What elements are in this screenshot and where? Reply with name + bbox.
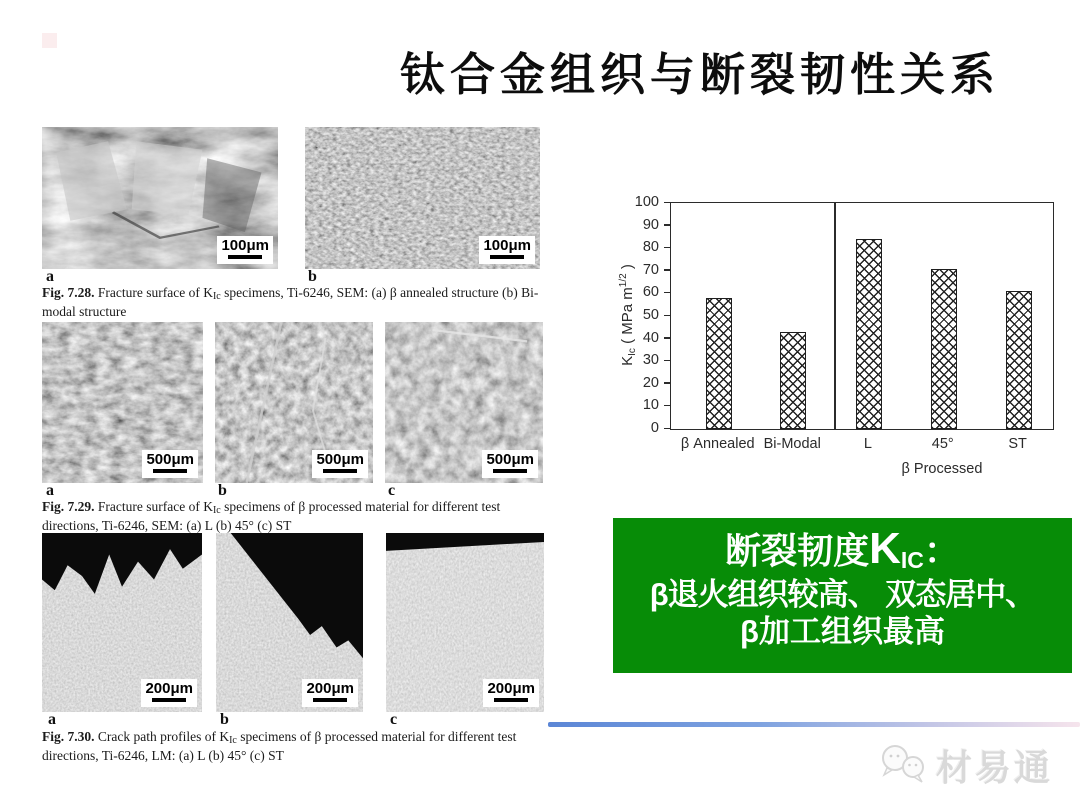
micrograph-7-29b <box>215 322 373 483</box>
chart-group-label-row <box>670 461 1052 481</box>
bar-4 <box>1006 291 1032 429</box>
y-tick-label: 100 <box>634 194 659 210</box>
y-tick-label: 0 <box>650 420 659 436</box>
bar-3 <box>931 269 957 429</box>
micrograph-7-30a <box>42 533 202 712</box>
panel-label: a <box>46 268 54 285</box>
kic-bar-chart <box>610 190 1070 485</box>
y-tick-label: 30 <box>642 352 659 369</box>
chart-plot-area <box>670 202 1054 430</box>
ylabel-superscript: 1/2 <box>618 273 629 288</box>
chat-bubbles-icon <box>878 743 932 789</box>
scale-bar-label: 500μm <box>316 451 364 468</box>
y-tick-label: 70 <box>642 261 659 278</box>
chart-group-divider <box>834 203 836 429</box>
scale-bar-line <box>494 698 528 702</box>
caption-text: specimens, Ti-6246, SEM: (a) β annealed structure (b) Bi-modal structure <box>42 285 539 320</box>
scale-bar <box>483 679 539 707</box>
scale-bar-label: 100μm <box>221 237 269 254</box>
caption-fig-7-28 <box>42 284 546 321</box>
panel-label: b <box>220 711 229 728</box>
caption-text: Fracture surface of K <box>94 285 213 300</box>
caption-tag: Fig. 7.30. <box>42 729 95 744</box>
chart-y-ticks <box>624 194 670 436</box>
panel-label: a <box>48 711 56 728</box>
scale-bar <box>312 450 368 478</box>
micrograph-7-30b <box>216 533 363 712</box>
y-tick-label: 80 <box>642 239 659 256</box>
caption-fig-7-30 <box>42 728 548 765</box>
watermark <box>878 740 1053 791</box>
caption-text: Crack path profiles of K <box>94 729 230 744</box>
callout-line1 <box>613 523 1072 576</box>
scale-bar <box>141 679 197 707</box>
caption-text: specimens of β processed material for different test directions, Ti-6246, SEM: (a) L (b) 45° (c) ST <box>42 499 501 534</box>
scale-bar-label: 500μm <box>146 451 194 468</box>
micrograph-7-29a <box>42 322 203 483</box>
caption-tag: Fig. 7.29. <box>42 499 95 514</box>
y-tick-label: 90 <box>642 216 659 233</box>
slide-title: 钛合金组织与断裂韧性关系 <box>399 48 1000 101</box>
caption-text: specimens of β processed material for different test directions, Ti-6246, LM: (a) L (b) 45° (c) ST <box>42 729 517 764</box>
scale-bar-label: 200μm <box>145 680 193 697</box>
caption-tag: Fig. 7.28. <box>42 285 95 300</box>
callout-k-symbol: K <box>869 524 901 573</box>
scale-bar <box>217 236 273 264</box>
scale-bar-line <box>228 255 262 259</box>
caption-subscript: Ic <box>212 505 221 516</box>
bar-0 <box>706 298 732 429</box>
y-tick-label: 10 <box>642 397 659 414</box>
panel-label: c <box>390 711 398 728</box>
scale-bar-label: 200μm <box>487 680 535 697</box>
callout-colon: ： <box>923 530 960 571</box>
x-tick-label: ST <box>1008 436 1027 452</box>
micrograph-7-28b <box>305 127 540 269</box>
micrograph-7-29c <box>385 322 543 483</box>
bar-2 <box>856 239 882 429</box>
panel-label: b <box>218 482 227 499</box>
panel-label: a <box>46 482 54 499</box>
ylabel-end: ) <box>619 264 636 274</box>
caption-subscript: Ic <box>229 735 237 746</box>
callout-line1-text: 断裂韧度 <box>725 530 870 571</box>
callout-line2: β退火组织较高、 双态居中、 <box>649 576 1036 612</box>
scale-bar-label: 100μm <box>483 237 531 254</box>
caption-subscript: Ic <box>212 291 221 302</box>
ylabel-mid: ( MPa m <box>619 287 636 349</box>
bar-1 <box>780 332 806 429</box>
scale-bar-label: 500μm <box>486 451 534 468</box>
callout-k-subscript: IC <box>900 547 924 573</box>
chart-x-ticks <box>670 436 1052 456</box>
scale-bar-line <box>323 469 357 473</box>
scale-bar <box>479 236 535 264</box>
ylabel-k: K <box>619 355 636 366</box>
corner-decoration <box>42 33 57 48</box>
x-tick-label: L <box>863 436 872 452</box>
x-tick-label: β Annealed <box>680 436 755 452</box>
scale-bar-line <box>493 469 527 473</box>
scale-bar <box>482 450 538 478</box>
y-tick-label: 40 <box>642 329 659 346</box>
x-tick-label: 45° <box>931 436 954 452</box>
panel-label: b <box>308 268 317 285</box>
caption-text: Fracture surface of K <box>94 499 213 514</box>
scale-bar-line <box>313 698 347 702</box>
scale-bar-label: 200μm <box>306 680 354 697</box>
y-tick-label: 60 <box>642 284 659 301</box>
y-tick-label: 50 <box>642 307 659 323</box>
caption-fig-7-29 <box>42 498 546 535</box>
scale-bar <box>302 679 358 707</box>
ylabel-subscript: Ic <box>627 348 638 356</box>
bottom-gradient-divider <box>548 722 1080 727</box>
callout-line3: β加工组织最高 <box>740 613 945 649</box>
conclusion-callout <box>613 518 1072 673</box>
scale-bar-line <box>490 255 524 259</box>
y-tick-label: 20 <box>642 374 659 391</box>
micrograph-7-28a <box>42 127 278 269</box>
scale-bar <box>142 450 198 478</box>
chart-group-label: β Processed <box>901 461 983 477</box>
micrograph-7-30c <box>386 533 544 712</box>
x-tick-label: Bi-Modal <box>763 436 821 452</box>
scale-bar-line <box>153 469 187 473</box>
scale-bar-line <box>152 698 186 702</box>
watermark-text: 材易通 <box>936 747 1054 788</box>
panel-label: c <box>388 482 396 499</box>
